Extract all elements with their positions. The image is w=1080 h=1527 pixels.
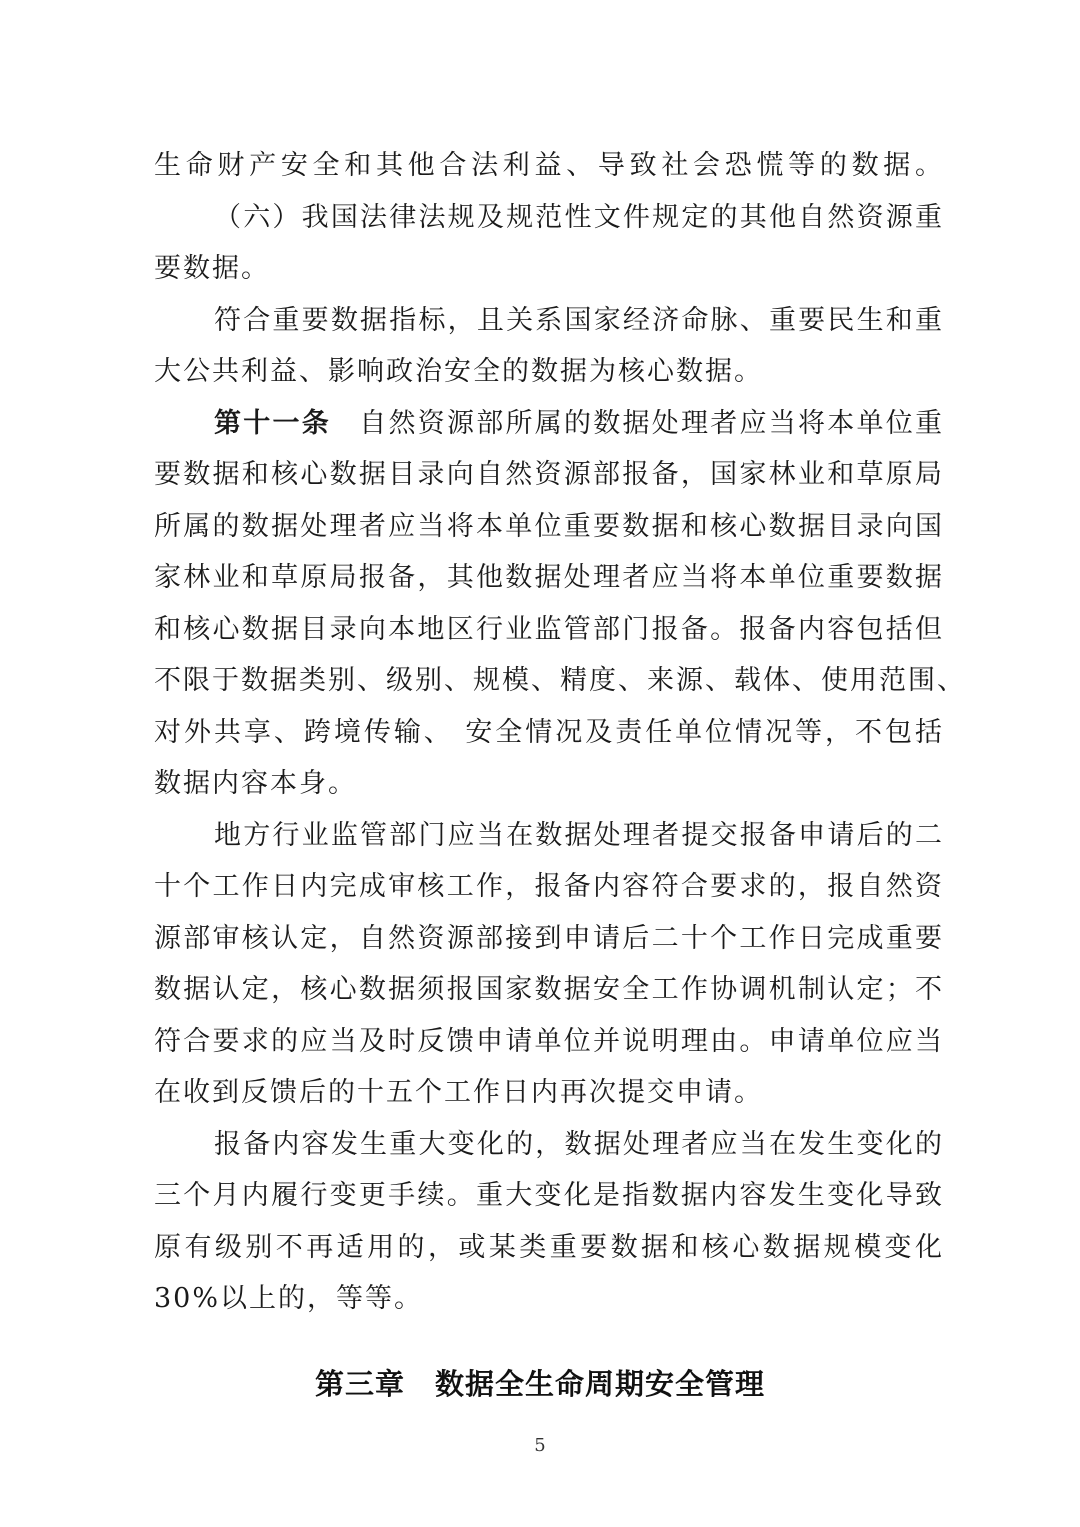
text-line: 30%以上的，等等。: [154, 1283, 424, 1314]
article-heading-line: [154, 398, 944, 450]
text-line: 和核心数据目录向本地区行业监管部门报备。报备内容包括但: [154, 613, 944, 645]
chapter-number: 第三章: [314, 1367, 405, 1401]
text-line: 源部审核认定，自然资源部接到申请后二十个工作日完成重要: [154, 922, 944, 954]
text-line: 对外共享、跨境传输、 安全情况及责任单位情况等，不包括: [154, 716, 944, 748]
chapter-heading: [0, 1362, 1080, 1403]
article-label: 第十一条: [214, 407, 331, 439]
text-line: 数据认定，核心数据须报国家数据安全工作协调机制认定；不: [154, 974, 944, 1005]
body-text: [154, 140, 966, 1325]
chapter-title: 数据全生命周期安全管理: [435, 1367, 766, 1401]
text-line: 数据内容本身。: [154, 768, 357, 799]
text-line: 所属的数据处理者应当将本单位重要数据和核心数据目录向国: [154, 510, 944, 542]
text-line: 十个工作日内完成审核工作，报备内容符合要求的，报自然资: [154, 871, 944, 902]
page-number: 5: [534, 1435, 546, 1456]
text-line: 在收到反馈后的十五个工作日内再次提交申请。: [154, 1077, 763, 1108]
text-line: 自然资源部所属的数据处理者应当将本单位重: [359, 407, 944, 439]
text-line: 原有级别不再适用的，或某类重要数据和核心数据规模变化: [154, 1231, 944, 1263]
text-line: （六）我国法律法规及规范性文件规定的其他自然资源重: [214, 201, 944, 233]
text-line: 符合重要数据指标，且关系国家经济命脉、重要民生和重: [214, 304, 944, 336]
text-line: 符合要求的应当及时反馈申请单位并说明理由。申请单位应当: [154, 1025, 944, 1057]
text-line: 不限于数据类别、级别、规模、精度、来源、载体、使用范围、: [154, 665, 966, 696]
text-line: 地方行业监管部门应当在数据处理者提交报备申请后的二: [214, 819, 944, 851]
text-line: 报备内容发生重大变化的，数据处理者应当在发生变化的: [214, 1128, 944, 1160]
text-line: 大公共利益、影响政治安全的数据为核心数据。: [154, 356, 763, 387]
text-line: 生命财产安全和其他合法利益、导致社会恐慌等的数据。: [154, 150, 944, 181]
text-line: 三个月内履行变更手续。重大变化是指数据内容发生变化导致: [154, 1180, 944, 1211]
text-line: 家林业和草原局报备，其他数据处理者应当将本单位重要数据: [154, 562, 944, 593]
text-line: 要数据。: [154, 253, 270, 284]
text-line: 要数据和核心数据目录向自然资源部报备，国家林业和草原局: [154, 459, 944, 490]
